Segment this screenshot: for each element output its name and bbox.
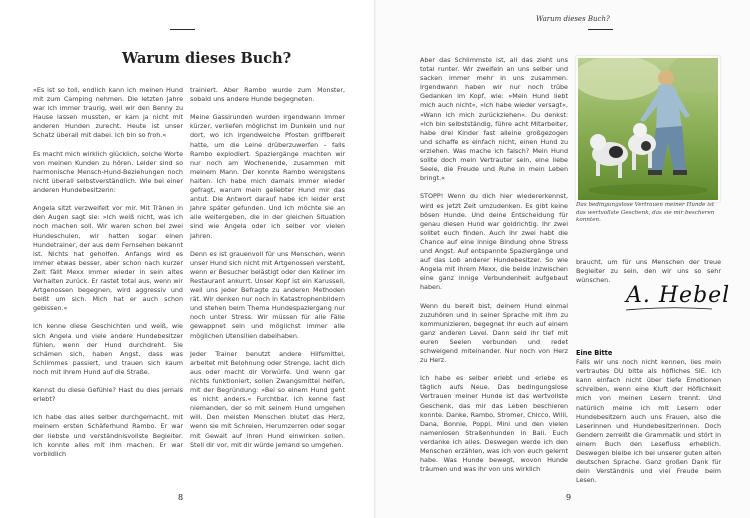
top-rule — [170, 29, 195, 30]
paragraph: »Es ist so toll, endlich kann ich meinen Hund mit zum Camping nehmen. Die letzten Jahre war ich immer traurig, weil wir den Benny zu Hause lassen mussten, er kam ja nicht mit anderen Hunden zurecht. Heute ist unser Schatz überall mit dabei. Ich bin so froh.« — [33, 86, 183, 140]
left-column-1 — [33, 86, 183, 468]
paragraph: Kennst du diese Gefühle? Hast du dies jemals erlebt? — [33, 386, 183, 404]
paragraph: Jeder Trainer benutzt andere Hilfsmittel, arbeitet mit Belohnung oder Strenge, lacht dich aus oder macht dir Vorwürfe. Und wenn gar nichts funktioniert, sollen Zwangsmittel helfen, mit der Begründung: »Bei so einem Hund geht es nicht anders.« Furchtbar. Ich kenne fast niemanden, der so mit seinem Hund umgehen will. Den meisten Menschen blutet das Herz, wenn sie mit Schreien, Herumzerren oder sogar mit Gewalt auf ihren Hund einwirken sollen. Stell dir vor, mit dir würde jemand so umgehen. — [190, 349, 345, 449]
top-rule — [588, 29, 613, 30]
page-title: Warum dieses Buch? — [122, 50, 292, 67]
paragraph: Ich habe es selber erlebt und erlebe es täglich aufs Neue. Das bedingungslose Vertrauen meiner Hunde ist das wertvollste Geschenk, das mir das Leben beschieren konnte. Danke, Rambo, Stromer, Chicco, Willi, Dana, Bonnie, Poppi, Mini und den vielen namenlosen Straßenhunden in Bali. Euch verdanke ich alles. Deswegen werde ich den Menschen erzählen, was ich von euch gelernt habe. Was Hunde bewegt, wovon Hunde träumen und was ihr von uns wirklich — [420, 374, 568, 474]
paragraph: STOPP! Wenn du dich hier wiedererkennst, wird es jetzt Zeit umzudenken. Es gibt keine bösen Hunde. Und deine Entscheidung für genau diesen Hund war goldrichtig. Ihr zwei solltet euch finden. Auch ihr zwei habt die Chance auf eine innige Bindung ohne Stress und Angst. Auf entspannte Spaziergänge und auf das Lob anderer Hundebesitzer. So wie Angela mit ihrem Mexx, die beide inzwischen eine ganz innige Verbundenheit aufgebaut haben. — [420, 192, 568, 292]
paragraph: Angela sitzt verzweifelt vor mir. Mit Tränen in den Augen sagt sie: »Ich weiß nicht, was ich noch machen soll. Wir waren schon bei zwei Hundeschulen, wir hatten sogar einen Hundetrainer, der aus dem Fernsehen bekannt ist. Nichts hat geholfen. Anfangs wird es immer etwas besser, aber schon nach kurzer Zeit fällt Mexx immer wieder in sein altes Verhalten zurück. Er rastet total aus, wenn wir Artgenossen begegnen, wird aggressiv und beißt um sich. Mich hat er auch schon gebissen.« — [33, 204, 183, 313]
paragraph: Denn es ist grauenvoll für uns Menschen, wenn unser Hund sich nicht mit Artgenossen versteht, wenn er Besucher belästigt oder den Kellner im Restaurant ankurrt. Unser Kopf ist ein Karussell, weil uns jeder Befragte zu anderen Methoden rät. Wir denken nur noch in Katastrophenbildern und stehen beim Thema Hundespaziergang nur noch unter Stress. Wir müssen für alle Fälle gewappnet sein und möglichst immer alle möglichen Utensilien dabeihaben. — [190, 249, 346, 340]
paragraph: Meine Gassirunden wurden irgendwann immer kürzer, verliefen möglichst im Dunkeln und nur dort, wo ich irgendwelche Pfosten griffbereit hatte, um die Leine drüberzuwerfen – falls Rambo explodiert. Spaziergänge machten wir nur noch am Wochenende, zusammen mit meinem Mann. Der konnte Rambo wenigstens halten. Ich habe mich damals immer wieder gefragt, warum mein geliebter Hund mir das antut. Die Antwort darauf habe ich leider erst Jahre später gefunden. Und ich möchte sie an alle weitergeben, die in der gleichen Situation sind wie Angela oder ich selber vor vielen Jahren. — [190, 113, 345, 240]
right-page — [376, 0, 750, 518]
photo-image — [578, 58, 718, 200]
paragraph: Aber das Schlimmste ist, all das zieht uns total runter. Wir zweifeln an uns selber und sacken immer mehr in uns zusammen. Irgendwann haben wir nur noch trübe Gedanken im Kopf, wie: »Mein Hund liebt mich auch nicht«, »Ich habe wieder versagt«, »Wann ich mich zurückziehen«. Du denkst: »Ich bin selbstständig, führe acht Mitarbeiter, habe drei Kinder fast alleine großgezogen und schaffe es einfach nicht, einen Hund zu erziehen. Was mache ich falsch? Mein Hund sollte doch mein Vertrauter sein, eine liebe Seele, die Freude und Ruhe in mein Leben bringt.« — [420, 56, 568, 183]
author-signature: A. Hebel — [626, 283, 731, 308]
paragraph: Falls wir uns noch nicht kennen, lies mein vertrautes DU bitte als höfliches SIE. Ich kann einfach nicht über tiefe Emotionen schreiben, wenn eine Kluft der Höflichkeit mich von meinen Lesern trennt. Und natürlich meine ich mit Lesern oder Hundebesitzern auch uns Frauen, also die Leserinnen und Hundebesitzerinnen. Doch Gendern zerreißt die Grammatik und stört in einem Buch den Lesefluss erheblich. Deswegen bleibe ich bei unserer guten alten deutschen Sprache. Ganz großen Dank für dein Verständnis und viel Freude beim Lesen. — [576, 358, 721, 485]
running-head: Warum dieses Buch? — [536, 15, 610, 23]
bitte-section — [576, 349, 721, 495]
woman-with-dogs-photo — [576, 56, 720, 202]
paragraph: Ich habe das alles selber durchgemacht, mit meinem ersten Schäferhund Rambo. Er war der liebste und verständnisvollste Begleiter. Ich konnte alles mit ihm machen. Er war vorbildlich — [33, 413, 183, 458]
section-heading: Eine Bitte — [576, 349, 613, 357]
paragraph: trainiert. Aber Rambo wurde zum Monster, sobald uns andere Hunde begegneten. — [190, 86, 345, 104]
signature-underline — [624, 305, 714, 313]
page-number: 9 — [566, 493, 572, 502]
photo-caption: Das bedingungslose Vertrauen meiner Hunde ist das wertvollste Geschenk, das sie mir bescheren konnten. — [576, 202, 715, 224]
page-number: 8 — [178, 493, 184, 502]
paragraph: braucht, um für uns Menschen der treue Begleiter zu sein, den wir uns so sehr wünschen. — [576, 258, 721, 285]
paragraph: Wenn du bereit bist, deinem Hund einmal zuzuhören und in seiner Sprache mit ihm zu kommunizieren, begegnet ihr euch auf einem ganz anderen Level. Dann seid ihr tief mit euren Seelen verbunden und redet schweigend miteinander. Nur noch von Herz zu Herz. — [420, 301, 568, 365]
left-column-2 — [190, 86, 345, 459]
paragraph: Ich kenne diese Geschichten und weiß, wie sich Angela und viele andere Hundebesitzer fühlen, wenn der Hund durchdreht. Sie schämen sich, haben Angst, dass was Schlimmes passiert, und trauen sich kaum noch mit ihrem Hund auf die Straße. — [33, 322, 183, 376]
paragraph: Es macht mich wirklich glücklich, solche Worte von meinen Kunden zu hören. Leider sind so harmonische Mensch-Hund-Beziehungen noch nicht überall selbstverständlich. Wie bei einer anderen Hundebesitzerin: — [33, 149, 183, 195]
right-column-1 — [420, 56, 568, 483]
